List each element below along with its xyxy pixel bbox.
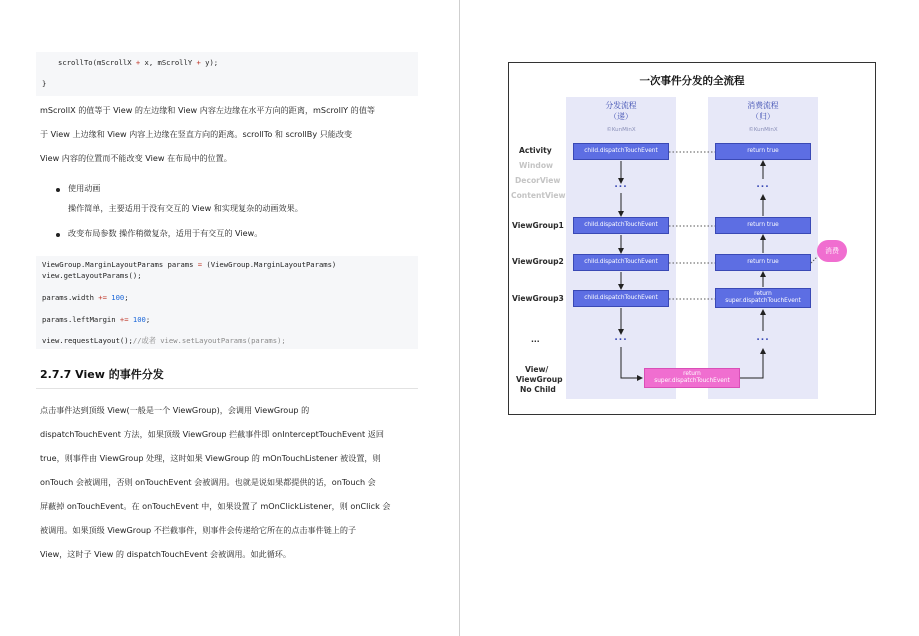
- code-operator: +=: [98, 293, 107, 302]
- dispatch-box-viewgroup3: child.dispatchTouchEvent: [573, 290, 669, 307]
- code-line: [42, 293, 129, 302]
- code-operator: +=: [119, 315, 129, 324]
- consume-column-credit: ©KunMinX: [748, 127, 778, 133]
- dispatch-ellipsis: ...: [614, 333, 628, 343]
- event-dispatch-diagram: [508, 62, 876, 415]
- row-label-window: Window: [519, 161, 554, 170]
- text-line: mScrollX 的值等于 View 的左边缘和 View 内容左边缘在水平方向的距离，mScrollY 的值等: [40, 105, 375, 115]
- paragraph-scroll: [40, 98, 420, 170]
- row-label-view-line2: ViewGroup: [516, 375, 563, 384]
- consume-column-title: 消费流程: [747, 101, 779, 110]
- code-block-scroll: [36, 52, 418, 96]
- bullet-item-layout-params: [68, 223, 418, 243]
- flow-arrows: [509, 63, 877, 416]
- code-operator: +: [196, 58, 201, 67]
- box-line: return: [754, 291, 772, 297]
- code-text: params.width: [42, 293, 99, 302]
- code-line: [42, 336, 286, 346]
- row-label-decorview: DecorView: [515, 176, 561, 185]
- row-label-viewgroup3: ViewGroup3: [512, 294, 564, 303]
- code-number: 100: [111, 293, 125, 302]
- arrow-to-view: [621, 347, 640, 378]
- dispatch-column-title: 分发流程: [605, 101, 637, 110]
- code-operator: +: [135, 58, 141, 67]
- text-line: 于 View 上边缘和 View 内容上边缘在竖直方向的距离。scrollTo 和 scrollBy 只能改变: [40, 129, 353, 139]
- text-line: dispatchTouchEvent 方法，如果顶级 ViewGroup 拦截事件即 onInterceptTouchEvent 返回: [40, 429, 384, 439]
- row-label-activity: Activity: [519, 146, 552, 155]
- page-divider: [459, 0, 460, 636]
- consume-badge: 消费: [817, 240, 847, 262]
- consume-box-viewgroup2: return true: [715, 254, 811, 271]
- code-line: [42, 260, 336, 269]
- text-line: 屏蔽掉 onTouchEvent。在 onTouchEvent 中，如果设置了 mOnClickListener，则 onClick 会: [40, 501, 391, 511]
- dispatch-box-viewgroup2: child.dispatchTouchEvent: [573, 254, 669, 271]
- code-number: 100: [132, 315, 146, 324]
- box-line: return: [683, 371, 701, 377]
- consume-ellipsis: ...: [756, 333, 770, 343]
- dispatch-ellipsis: ...: [614, 180, 628, 190]
- dispatch-column-credit: ©KunMinX: [606, 127, 636, 133]
- text-line: View，这时子 View 的 dispatchTouchEvent 会被调用。如此循环。: [40, 549, 291, 559]
- code-comment: //或者 view.setLayoutParams(params);: [132, 336, 286, 345]
- code-text: scrollTo(mScrollX: [58, 58, 136, 67]
- code-text: params.leftMargin: [42, 315, 120, 324]
- row-label-viewgroup2: ViewGroup2: [512, 257, 564, 266]
- code-text: y);: [200, 58, 219, 67]
- text-line: 点击事件达到顶级 View(一般是一个 ViewGroup)，会调用 ViewGroup 的: [40, 405, 310, 415]
- code-line: }: [42, 79, 47, 88]
- code-operator: =: [197, 260, 203, 269]
- text-line: 被调用。如果顶级 ViewGroup 不拦截事件，则事件会传递给它所在的点击事件链上的子: [40, 525, 357, 535]
- diagram-title: 一次事件分发的全流程: [639, 75, 745, 87]
- row-label-view-line3: No Child: [520, 385, 556, 394]
- code-line: [42, 315, 150, 324]
- code-line: [58, 58, 218, 67]
- dispatch-box-activity: child.dispatchTouchEvent: [573, 143, 669, 160]
- heading-rule: [36, 388, 418, 389]
- dispatch-column-subtitle: （递）: [609, 112, 633, 121]
- box-line: super.dispatchTouchEvent: [654, 378, 730, 384]
- code-line: view.getLayoutParams();: [42, 271, 142, 280]
- bullet-dot: [56, 233, 60, 237]
- code-text: ;: [124, 293, 129, 302]
- text-line: onTouch 会被调用，否则 onTouchEvent 会被调用。也就是说如果都提供的话，onTouch 会: [40, 477, 376, 487]
- code-text: ViewGroup.MarginLayoutParams params: [42, 260, 198, 269]
- box-line: super.dispatchTouchEvent: [725, 298, 801, 304]
- consume-box-activity: return true: [715, 143, 811, 160]
- code-text: view.requestLayout();: [42, 336, 133, 345]
- dispatch-box-viewgroup1: child.dispatchTouchEvent: [573, 217, 669, 234]
- consume-box-viewgroup1: return true: [715, 217, 811, 234]
- text-line: true，则事件由 ViewGroup 处理，这时如果 ViewGroup 的 mOnTouchListener 被设置，则: [40, 453, 381, 463]
- bullet-title: 使用动画: [68, 183, 101, 193]
- arrow-from-view: [740, 351, 763, 378]
- code-text: (ViewGroup.MarginLayoutParams): [202, 260, 337, 269]
- paragraph-event-dispatch: [40, 398, 420, 566]
- consume-ellipsis: ...: [756, 180, 770, 190]
- row-label-viewgroup1: ViewGroup1: [512, 221, 564, 230]
- code-text: x, mScrollY: [140, 58, 197, 67]
- code-block-layout-params: [36, 256, 418, 349]
- bullet-dot: [56, 188, 60, 192]
- bullet-title: 改变布局参数 操作稍微复杂，适用于有交互的 View。: [68, 228, 263, 238]
- bullet-item-animation: [68, 178, 418, 218]
- dotted-connector: [811, 257, 817, 263]
- row-label-contentview: ContentView: [511, 191, 566, 200]
- row-label-view-line1: View/: [525, 365, 549, 374]
- bullet-detail: 操作简单，主要适用于没有交互的 View 和实现复杂的动画效果。: [68, 203, 303, 213]
- code-text: ;: [145, 315, 151, 324]
- section-heading: 2.7.7 View 的事件分发: [40, 368, 164, 381]
- text-line: View 内容的位置而不能改变 View 在布局中的位置。: [40, 153, 232, 163]
- row-label-ellipsis: ...: [531, 335, 540, 344]
- consume-column-subtitle: （归）: [751, 112, 775, 121]
